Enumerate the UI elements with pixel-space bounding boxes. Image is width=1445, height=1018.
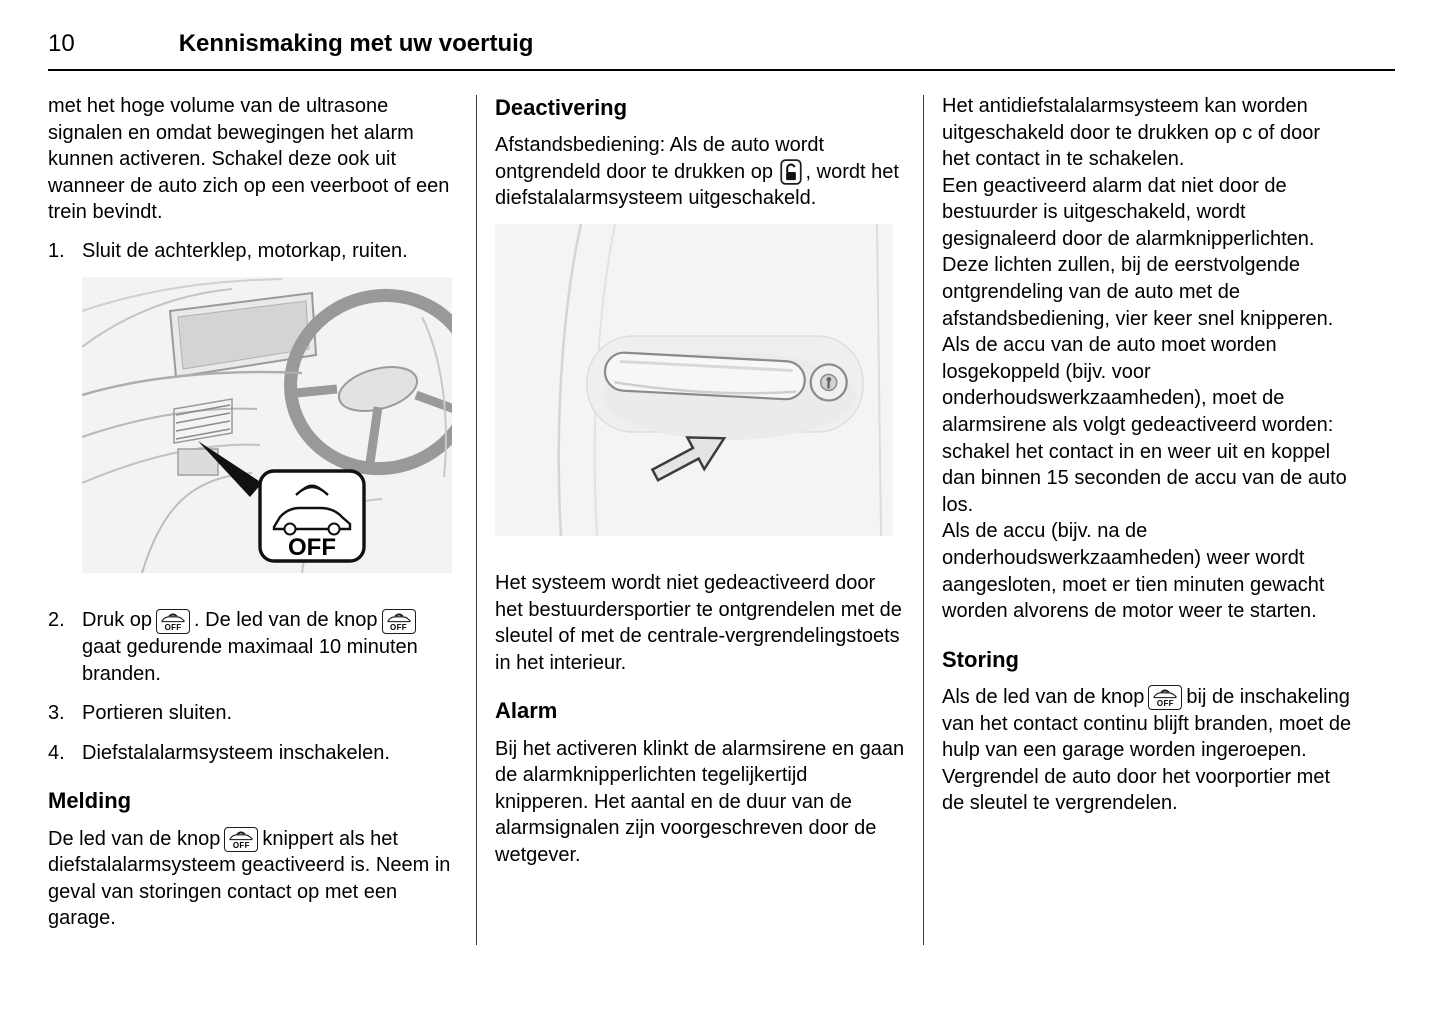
step2-text-post: gaat gedurende maximaal 10 minuten branden. (82, 636, 418, 685)
storing-text-post: bij de inschakeling van het contact continu blijft branden, moet de hulp van een garage worden ingeroepen. (942, 686, 1352, 762)
dashboard-drawing (82, 277, 452, 573)
content-columns (48, 93, 1395, 973)
off-label: OFF (232, 840, 250, 850)
chapter-title: Kennismaking met uw voertuig (178, 30, 534, 57)
off-label: OFF (164, 622, 182, 632)
column-middle (495, 93, 905, 973)
car-ultrasound-icon (228, 830, 254, 841)
car-ultrasound-icon (160, 612, 186, 623)
deactivering-paragraph-2: Het systeem wordt niet gedeactiveerd door het bestuurdersportier te ontgrendelen met de sleutel of met de centrale-vergrendelingstoets in het interieur. (495, 571, 902, 674)
alarm-off-badge (260, 471, 364, 561)
melding-heading: Melding (48, 788, 132, 814)
alarm-off-button-icon (1148, 685, 1182, 710)
list-text: Diefstalalarmsysteem inschakelen. (82, 741, 390, 764)
list-text (82, 607, 458, 687)
list-text: Portieren sluiten. (82, 702, 233, 725)
step2-text-pre: Druk op (82, 609, 153, 632)
right-paragraph-4: Als de accu (bijv. na de onderhoudswerkzaamheden) weer wordt aangesloten, moet er tien minuten gewacht worden alvorens de motor weer te starten. (942, 520, 1325, 623)
list-number: 3. (48, 702, 65, 725)
off-label: OFF (1156, 699, 1174, 709)
deactivering-text-pre: Afstandsbediening: Als de auto wordt ontgrendeld door te drukken op (495, 134, 825, 183)
dashboard-illustration (82, 277, 452, 573)
alarm-heading: Alarm (495, 698, 558, 724)
door-handle-drawing (495, 224, 893, 536)
melding-text-pre: De led van de knop (48, 827, 221, 850)
page-number: 10 (48, 30, 75, 57)
alarm-paragraph: Bij het activeren klinkt de alarmsirene en gaan de alarmknipperlichten tegelijkertijd knipperen. Het aantal en de duur van de alarmsignalen zijn voorgeschreven door de wetgever. (495, 737, 905, 866)
storing-paragraph-1 (942, 684, 1352, 764)
storing-text-pre: Als de led van de knop (942, 686, 1145, 709)
melding-text-post: knippert als het diefstalalarmsysteem geactiveerd is. Neem in geval van storingen contact op met een garage. (48, 827, 451, 930)
door-handle-illustration (495, 224, 893, 536)
header-divider-rule (48, 69, 1395, 71)
list-number: 4. (48, 741, 65, 764)
open-padlock-icon (780, 159, 802, 185)
deactivering-text-post: , wordt het diefstalalarmsysteem uitgeschakeld. (495, 160, 899, 210)
storing-paragraph-2: Vergrendel de auto door het voorportier met de sleutel te vergrendelen. (942, 765, 1331, 815)
car-ultrasound-icon (1152, 688, 1178, 699)
alarm-off-button-icon (156, 609, 190, 634)
list-item-3 (48, 700, 458, 727)
list-number: 2. (48, 609, 65, 632)
off-label: OFF (390, 622, 407, 632)
car-ultrasound-icon (386, 612, 412, 623)
storing-heading: Storing (942, 646, 1019, 672)
column-left (48, 93, 458, 973)
list-item-4 (48, 740, 458, 767)
deactivering-heading: Deactivering (495, 94, 628, 120)
list-item-1 (48, 238, 458, 265)
page-header (48, 28, 1395, 60)
alarm-off-button-icon (224, 827, 258, 852)
right-paragraph-3: Als de accu van de auto moet worden losgekoppeld (bijv. voor onderhoudswerkzaamheden), moet de alarmsirene als volgt gedeactiveerd worden: schakel het contact in en weer uit en koppel dan binnen 15 seconden de accu van de auto los. (942, 334, 1347, 516)
column-divider (923, 95, 924, 945)
list-item-2 (48, 607, 458, 687)
alarm-off-button-icon (382, 609, 416, 634)
badge-off-label: OFF (288, 534, 336, 562)
intro-paragraph: met het hoge volume van de ultrasone signalen en omdat bewegingen het alarm kunnen activeren. Schakel deze ook uit wanneer de auto zich op een veerboot of een trein bevindt. (48, 94, 450, 224)
list-text: Sluit de achterklep, motorkap, ruiten. (82, 239, 408, 262)
column-divider (476, 95, 477, 945)
column-right (942, 93, 1352, 973)
right-paragraph-1: Het antidiefstalalarmsysteem kan worden uitgeschakeld door te drukken op c of door het contact in te schakelen. (942, 94, 1321, 171)
right-paragraph-2: Een geactiveerd alarm dat niet door de bestuurder is uitgeschakeld, wordt gesignaleerd door de alarmknipperlichten. Deze lichten zullen, bij de eerstvolgende ontgrendeling van de auto met de afstandsbediening, vier keer snel knipperen. (942, 174, 1334, 330)
list-number: 1. (48, 239, 65, 262)
melding-paragraph (48, 826, 458, 932)
step2-text-mid: . De led van de knop (194, 609, 378, 632)
deactivering-paragraph (495, 132, 905, 212)
keyhole (827, 379, 830, 388)
unlock-button-icon (780, 159, 802, 185)
